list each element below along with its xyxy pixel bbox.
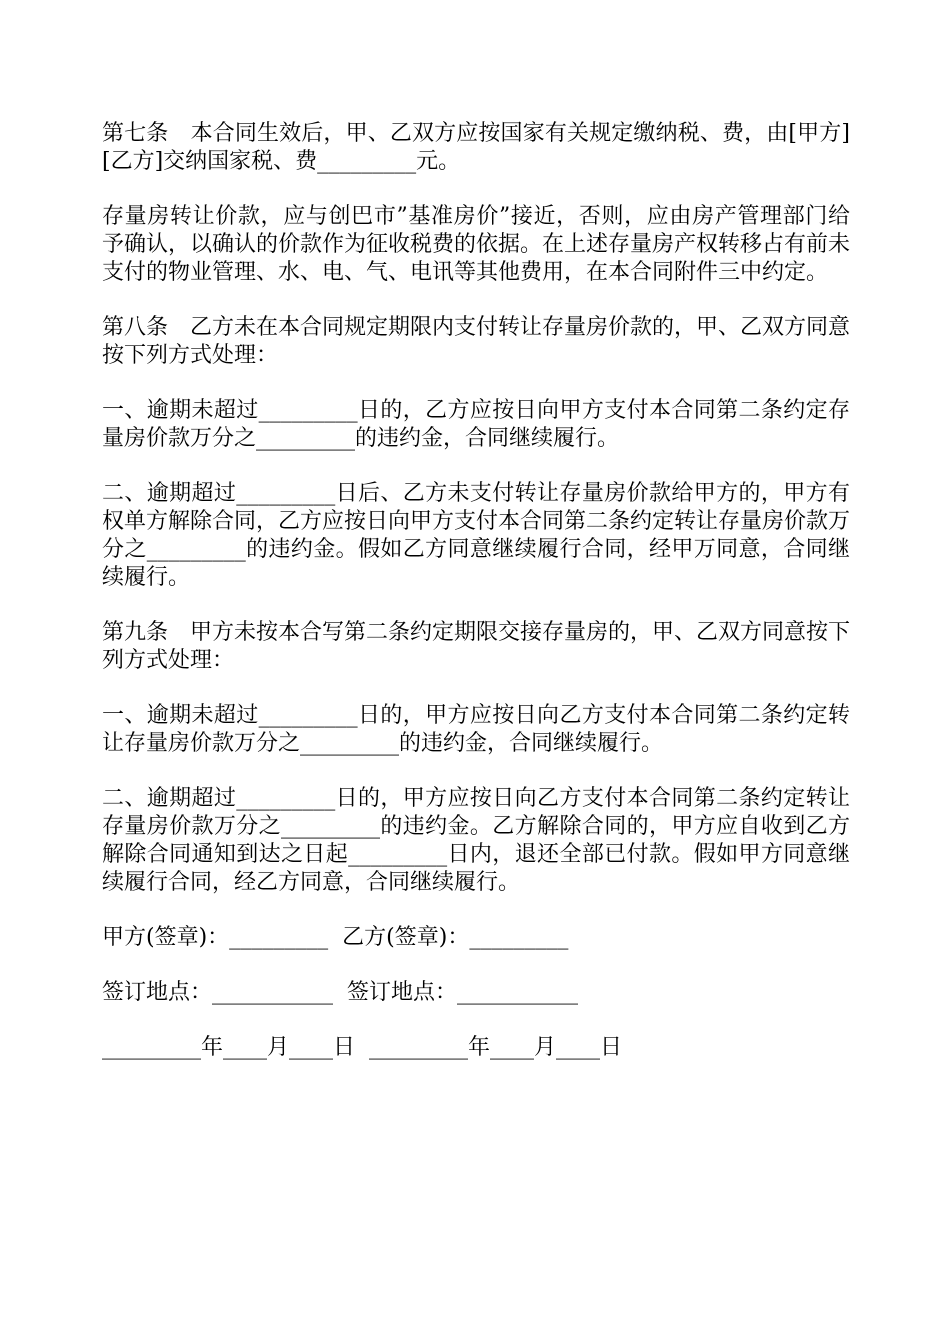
article-7-paragraph: 第七条 本合同生效后，甲、乙双方应按国家有关规定缴纳税、费，由[甲方][乙方]交纳国家税、费_________元。 [102,121,850,174]
article-9-paragraph: 第九条 甲方未按本合写第二条约定期限交接存量房的，甲、乙双方同意按下列方式处理： [102,620,851,673]
article-8-clause-1: 一、逾期未超过_________日的，乙方应按日向甲方支付本合同第二条约定存量房价款万分之_________的违约金，合同继续履行。 [102,398,850,451]
signature-line: 甲方(签章)：_________ 乙方(签章)：_________ [102,925,569,950]
signing-place-line: 签订地点：___________ 签订地点：___________ [102,980,578,1005]
article-9-clause-2: 二、逾期超过_________日的，甲方应按日向乙方支付本合同第二条约定转让存量房价款万分之_________的违约金。乙方解除合同的，甲方应自收到乙方解除合同通知到达之日起_________日内，退还全部已付款。假如甲方同意继续履行合同，经乙方同意，合同继续履行。 [102,786,850,895]
article-8-clause-2: 二、逾期超过_________日后、乙方未支付转让存量房价款给甲方的，甲方有权单方解除合同，乙方应按日向甲方支付本合同第二条约定转让存量房价款万分之_________的违约金。假如乙方同意继续履行合同，经甲万同意，合同继续履行。 [102,481,851,590]
contract-page [102,120,850,1089]
article-9-clause-1: 一、逾期未超过_________日的，甲方应按日向乙方支付本合同第二条约定转让存量房价款万分之_________的违约金，合同继续履行。 [102,703,850,756]
transfer-price-paragraph: 存量房转让价款，应与创巴市”基准房价”接近，否则，应由房产管理部门给予确认，以确认的价款作为征收税费的依据。在上述存量房产权转移占有前未支付的物业管理、水、电、气、电讯等其他费用，在本合同附件三中约定。 [102,204,851,285]
signing-date-line: _________年____月____日 _________年____月____日 [102,1035,622,1060]
article-8-paragraph: 第八条 乙方未在本合同规定期限内支付转让存量房价款的，甲、乙双方同意按下列方式处理： [102,315,851,368]
